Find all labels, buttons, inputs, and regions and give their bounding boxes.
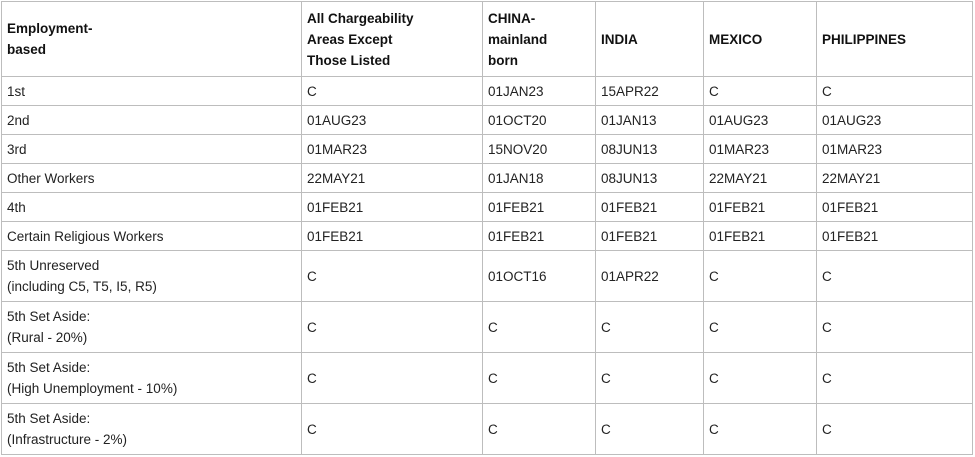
table-cell: 01FEB21 bbox=[302, 222, 483, 251]
header-china-mainland-born bbox=[483, 2, 596, 77]
table-cell: C bbox=[302, 404, 483, 455]
row-label bbox=[2, 251, 302, 302]
table-row bbox=[2, 251, 973, 302]
table-cell: C bbox=[817, 77, 973, 106]
table-row bbox=[2, 353, 973, 404]
header-line: All Chargeability bbox=[307, 10, 414, 26]
row-label-line: (Rural - 20%) bbox=[7, 330, 88, 345]
row-label bbox=[2, 222, 302, 251]
table-cell: C bbox=[704, 404, 817, 455]
table-cell: 08JUN13 bbox=[596, 135, 704, 164]
table-cell: 01JAN13 bbox=[596, 106, 704, 135]
header-line: PHILIPPINES bbox=[822, 31, 907, 47]
header-mexico bbox=[704, 2, 817, 77]
table-row bbox=[2, 164, 973, 193]
row-label bbox=[2, 164, 302, 193]
row-label-line: 2nd bbox=[7, 112, 30, 128]
table-cell: C bbox=[817, 404, 973, 455]
row-label bbox=[2, 353, 302, 404]
table-cell: 01OCT20 bbox=[483, 106, 596, 135]
row-label bbox=[2, 77, 302, 106]
table-cell: 01MAR23 bbox=[704, 135, 817, 164]
table-cell: 01MAR23 bbox=[817, 135, 973, 164]
header-employment-based bbox=[2, 2, 302, 77]
table-cell: C bbox=[817, 353, 973, 404]
row-label-line: (High Unemployment - 10%) bbox=[7, 381, 178, 396]
table-cell: 01AUG23 bbox=[302, 106, 483, 135]
table-cell: C bbox=[704, 353, 817, 404]
table-cell: 01FEB21 bbox=[817, 193, 973, 222]
row-label-line: 5th Set Aside: bbox=[7, 411, 91, 426]
row-label-line: 5th Set Aside: bbox=[7, 309, 91, 324]
table-cell: 01FEB21 bbox=[596, 222, 704, 251]
header-india bbox=[596, 2, 704, 77]
table-cell: 01FEB21 bbox=[704, 222, 817, 251]
row-label-line: 4th bbox=[7, 199, 26, 215]
table-cell: C bbox=[483, 302, 596, 353]
table-cell: C bbox=[704, 302, 817, 353]
header-line: born bbox=[488, 52, 518, 68]
table-cell: 01APR22 bbox=[596, 251, 704, 302]
table-cell: C bbox=[596, 404, 704, 455]
table-cell: C bbox=[596, 302, 704, 353]
table-cell: 01FEB21 bbox=[302, 193, 483, 222]
header-philippines bbox=[817, 2, 973, 77]
row-label-line: (Infrastructure - 2%) bbox=[7, 432, 128, 447]
table-cell: C bbox=[817, 302, 973, 353]
table-cell: 01FEB21 bbox=[483, 222, 596, 251]
row-label bbox=[2, 193, 302, 222]
table-cell: C bbox=[302, 302, 483, 353]
table-cell: C bbox=[704, 77, 817, 106]
table-cell: 01FEB21 bbox=[817, 222, 973, 251]
row-label bbox=[2, 106, 302, 135]
table-cell: 22MAY21 bbox=[704, 164, 817, 193]
row-label bbox=[2, 302, 302, 353]
table-cell: C bbox=[302, 353, 483, 404]
table-cell: 01AUG23 bbox=[817, 106, 973, 135]
row-label-line: 1st bbox=[7, 83, 26, 99]
row-label-line: 5th Unreserved bbox=[7, 258, 100, 273]
table-cell: 01AUG23 bbox=[704, 106, 817, 135]
table-cell: C bbox=[302, 251, 483, 302]
table-cell: 01FEB21 bbox=[596, 193, 704, 222]
row-label bbox=[2, 135, 302, 164]
table-cell: 01FEB21 bbox=[704, 193, 817, 222]
row-label-line: 5th Set Aside: bbox=[7, 360, 91, 375]
table-cell: C bbox=[302, 77, 483, 106]
header-line: based bbox=[7, 42, 47, 57]
table-header-row bbox=[2, 2, 973, 77]
table-row bbox=[2, 135, 973, 164]
table-cell: 01JAN18 bbox=[483, 164, 596, 193]
header-line: Areas Except bbox=[307, 31, 393, 47]
table-cell: 01OCT16 bbox=[483, 251, 596, 302]
employment-based-dates-table bbox=[1, 1, 973, 455]
header-line: Those Listed bbox=[307, 52, 391, 68]
table-row bbox=[2, 77, 973, 106]
table-cell: 01MAR23 bbox=[302, 135, 483, 164]
table-row bbox=[2, 193, 973, 222]
row-label-line: Certain Religious Workers bbox=[7, 228, 164, 244]
header-line: Employment- bbox=[7, 21, 93, 36]
row-label bbox=[2, 404, 302, 455]
table-row bbox=[2, 106, 973, 135]
row-label-line: 3rd bbox=[7, 141, 27, 157]
table-cell: 01FEB21 bbox=[483, 193, 596, 222]
table-cell: C bbox=[817, 251, 973, 302]
table-row bbox=[2, 404, 973, 455]
table-row bbox=[2, 302, 973, 353]
table-cell: C bbox=[483, 353, 596, 404]
table-cell: 22MAY21 bbox=[302, 164, 483, 193]
header-line: MEXICO bbox=[709, 31, 763, 47]
table-cell: 08JUN13 bbox=[596, 164, 704, 193]
table-cell: C bbox=[483, 404, 596, 455]
table-cell: 01JAN23 bbox=[483, 77, 596, 106]
table-cell: 22MAY21 bbox=[817, 164, 973, 193]
header-line: CHINA- bbox=[488, 10, 536, 26]
row-label-line: Other Workers bbox=[7, 170, 95, 186]
row-label-line: (including C5, T5, I5, R5) bbox=[7, 279, 157, 294]
header-line: mainland bbox=[488, 31, 548, 47]
table-body bbox=[2, 77, 973, 455]
table-row bbox=[2, 222, 973, 251]
header-line: INDIA bbox=[601, 31, 638, 47]
table-cell: C bbox=[704, 251, 817, 302]
table-cell: 15NOV20 bbox=[483, 135, 596, 164]
table-cell: C bbox=[596, 353, 704, 404]
header-all-chargeability bbox=[302, 2, 483, 77]
table-cell: 15APR22 bbox=[596, 77, 704, 106]
